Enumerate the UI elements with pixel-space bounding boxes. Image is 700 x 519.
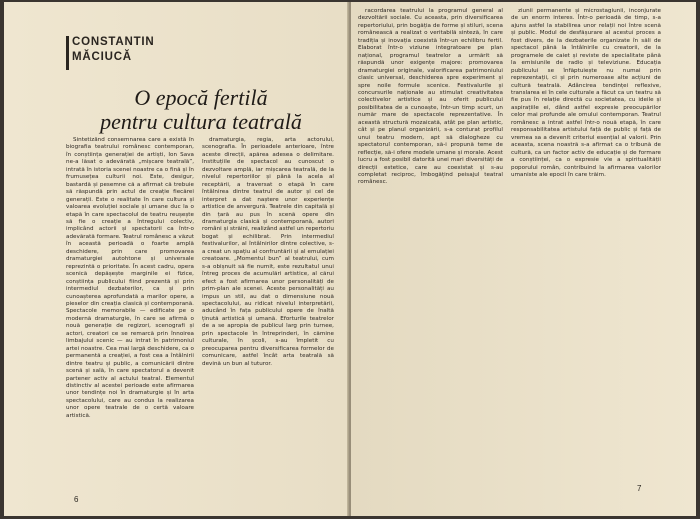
- title-line-1: O epocă fertilă: [134, 85, 268, 110]
- magazine-spread: [4, 2, 696, 516]
- left-page-number: 6: [74, 495, 79, 504]
- left-page-column-2: [202, 137, 334, 489]
- article-title: [66, 86, 336, 134]
- author-accent-bar: [66, 36, 69, 70]
- right-page-column-1: [358, 8, 503, 488]
- right-page-column-2: [511, 8, 661, 488]
- left-page: [4, 2, 349, 516]
- left-column-1-text: Sintetizând consemnarea care a există în biografia teatrului românesc contemporan, în conștiința generației de artiști, Ion Sava ne-a lăsat o adevărată „mișcare teatrală”, intrată în istoria scenei noastre ca o fină și în frumusețea culturii noi. Este, desigur, bastardă și pesemne că a afirmat că trebuie să răspundă prin actul de creație fiecărei generații. Este o realitate în care cultura și valoarea evoluției sociale și umane duc la o etapă în care spectacolul de teatru reușește să fie o creație a întregului colectiv, implicând actorii și spectatorii ca într-o adevărată formare. Teatrul românesc a văzut în această perioadă o foarte amplă deschidere, prin care promovarea dramaturgiei autohtone și universale reprezintă o prioritate. În acest cadru, opera scenică depășește marginile ei fizice, conștiința publicului fiind prezentă și prin intermediul dezbaterilor, ca și prin cunoașterea aprofundată a marilor opere, a pieselor din creația clasică și contemporană. Spectacole memorabile — edificate pe o modernă dramaturgie, în care se afirmă o nouă generație de regizori, scenografi și actori, creatori ce se remarcă prin înnoirea limbajului scenic — au intrat în patrimoniul artei noastre. Cea mai largă deschidere, ca o permanentă a creației, a fost cea a întâlnirii dintre teatru și public, a comunicării dintre scenă și sală, în care spectatorul a devenit partener activ al actului teatral. Elementul distinctiv al acestei perioade este afirmarea unor tendințe noi în dramaturgie și în arta spectacolului, care au condus la realizarea unor opere teatrale de o certă valoare artistică.: [66, 137, 194, 419]
- right-column-2-text: ziunii permanente și microstagiunii, inconjurate de un enorm interes. Într-o perioadă de timp, s-a ajuns astfel la stabilirea unor relații noi între scenă și public. Modul de desfășurare al acestui proces a fost divers, de la dezbaterile organizate în săli de spectacol până la întâlnirile cu creatorii, de la programele de caiet și reviste de specialitate până la emisiunile de radio și televiziune. Educația publicului se înfăptuiește nu numai prin reprezentații, ci și prin numeroase alte acțiuni de cultură teatrală. Adâncirea tendinței reflexive, translarea ei în cele culturale a făcut ca un teatru să fie pus în relație directă cu societatea, cu ideile și aspirațiile ei, dând astfel expresie preocupărilor celor mai profunde ale omului contemporan. Teatrul românesc a intrat astfel într-o nouă etapă, în care responsabilitatea artistului față de public și față de vremea sa a devenit criteriul esențial al valorii. Prin aceasta, scena noastră s-a afirmat ca o tribună de cultură, ca un factor activ de educație și de formare a conștiinței, ca o expresie vie a spiritualității poporului român, contribuind la afirmarea valorilor umaniste ale epocii în care trăim.: [511, 8, 661, 178]
- right-page: [351, 2, 696, 516]
- author-name: [72, 35, 155, 65]
- right-page-number: 7: [637, 484, 642, 493]
- author-first-name: CONSTANTIN: [72, 36, 155, 48]
- right-column-1-text: racordarea teatrului la programul general al dezvoltării sociale. Cu aceasta, prin diversificarea repertoriului, prin bogăția de forme și stiluri, scena românească a realizat o veritabilă sinteză, în care tradiția și inovația coexistă într-un echilibru fertil. Elaborat într-o viziune integratoare pe plan național, programul teatrelor a urmărit să răspundă unor exigențe majore: promovarea dramaturgiei originale, valorificarea patrimoniului clasic universal, deschiderea spre experiment și spre noile formule scenice. Festivalurile și concursurile naționale au stimulat creativitatea colectivelor artistice și au oferit publicului posibilitatea de a cunoaște, într-un timp scurt, un număr mare de spectacole reprezentative. În această structură mozaicată, atât pe plan artistic, cât și pe planul organizării, s-a conturat profilul unui teatru modern, apt să dialogheze cu spectatorul contemporan, să-i propună teme de reflecție, să-i ofere modele umane și morale. Acest lucru a fost posibil datorită unei mari diversități de direcții estetice, care au coexistat și s-au completat reciproc, îmbogățind peisajul teatral românesc.: [358, 8, 503, 186]
- left-page-column-1: [66, 137, 194, 489]
- author-last-name: MĂCIUCĂ: [72, 51, 132, 63]
- left-column-2-text: dramaturgia, regia, arta actorului, scenografia. În perioadele anterioare, între aceste direcții, apărea adesea o delimitare. Instituțiile de spectacol au cunoscut o dezvoltare amplă, iar mișcarea teatrală, de la nivelul repertoriilor și până la acela al receptării, a traversat o etapă în care întâlnirea dintre teatrul de autor și cel de interpret a dat naștere unor experiențe artistice de anvergură. Teatrele din capitală și din țară au pus în scenă opere din dramaturgia clasică și contemporană, autori români și străini, realizând astfel un repertoriu bogat și echilibrat. Prin intermediul festivalurilor, al întâlnirilor dintre colective, s-a creat un spațiu al confruntării și al emulației creatoare. „Momentul bun” al teatrului, cum s-a obișnuit să fie numit, este rezultatul unui întreg proces de acumulări artistice, al cărui efect a fost afirmarea unor personalități de prim-plan ale scenei. Aceste personalități au impus un stil, au dat o dimensiune nouă spectacolului, au ridicat nivelul interpretării, aducând în fața publicului opere de înaltă ținută artistică și umană. Eforturile teatrelor de a se apropia de publicul larg prin turnee, prin spectacole în întreprinderi, în cămine culturale, în școli, s-au împletit cu preocuparea pentru diversificarea formelor de comunicare, astfel încât arta teatrală să devină un bun al tuturor.: [202, 137, 334, 367]
- title-line-2: pentru cultura teatrală: [100, 109, 302, 134]
